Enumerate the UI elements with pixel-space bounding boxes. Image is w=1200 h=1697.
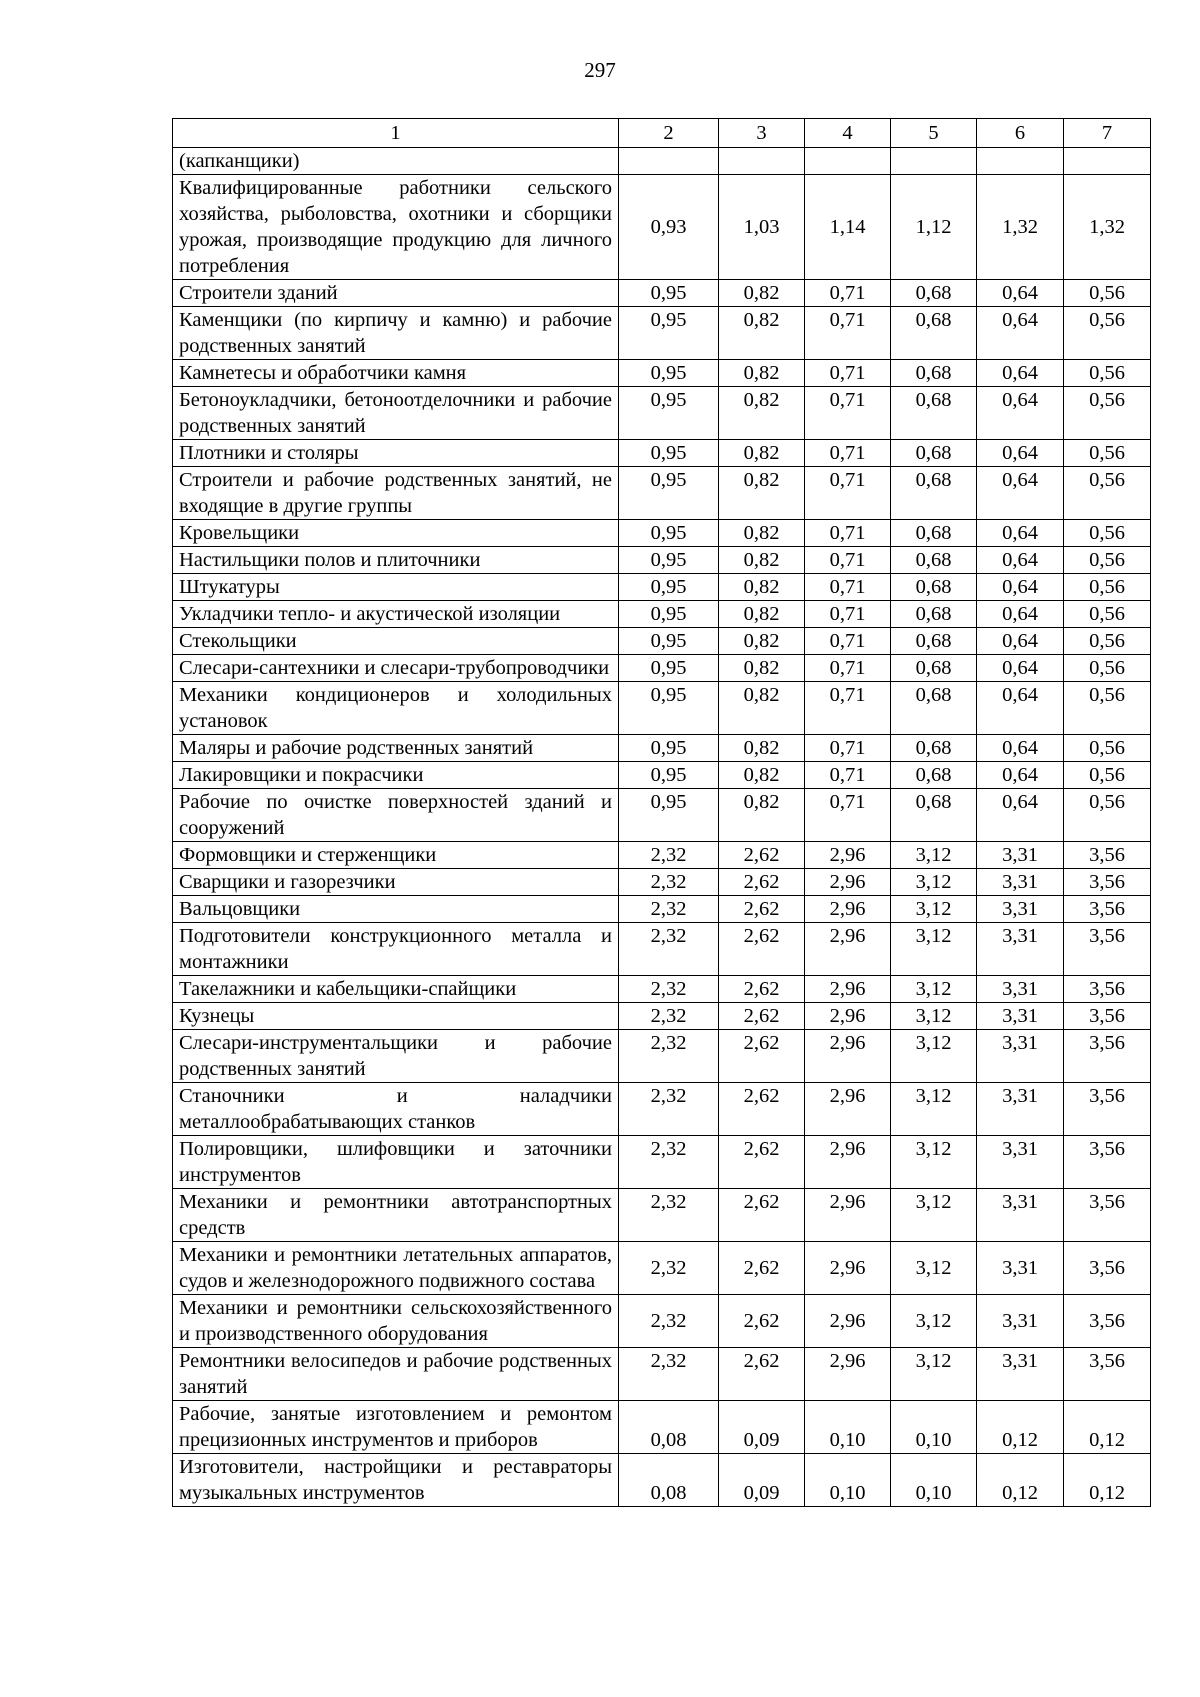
occupation-name-cell: Плотники и столяры xyxy=(173,440,619,467)
value-cell-col-5: 3,12 xyxy=(891,896,977,923)
value-cell-col-5: 0,10 xyxy=(891,1454,977,1507)
table-row xyxy=(173,789,1151,842)
table-row xyxy=(173,682,1151,735)
table-row xyxy=(173,869,1151,896)
value-cell-col-7 xyxy=(1064,148,1151,175)
value-cell-col-2: 0,95 xyxy=(619,655,719,682)
value-cell-col-7: 3,56 xyxy=(1064,976,1151,1003)
occupation-name-cell: Изготовители, настройщики и реставраторы музыкальных инструментов xyxy=(173,1454,619,1507)
value-cell-col-4: 0,71 xyxy=(805,360,891,387)
value-cell-col-5: 3,12 xyxy=(891,1003,977,1030)
value-cell-col-4: 0,71 xyxy=(805,467,891,520)
value-cell-col-4: 2,96 xyxy=(805,1136,891,1189)
occupation-name-cell: Бетоноукладчики, бетоноотделочники и рабочие родственных занятий xyxy=(173,387,619,440)
value-cell-col-3: 0,82 xyxy=(719,789,805,842)
value-cell-col-5: 3,12 xyxy=(891,842,977,869)
value-cell-col-5: 1,12 xyxy=(891,175,977,280)
value-cell-col-7: 3,56 xyxy=(1064,1030,1151,1083)
value-cell-col-2: 2,32 xyxy=(619,869,719,896)
occupation-name-cell: Каменщики (по кирпичу и камню) и рабочие родственных занятий xyxy=(173,307,619,360)
value-cell-col-2: 2,32 xyxy=(619,1295,719,1348)
value-cell-col-6: 0,64 xyxy=(977,360,1064,387)
value-cell-col-7: 0,12 xyxy=(1064,1454,1151,1507)
occupation-name-cell: Стекольщики xyxy=(173,628,619,655)
occupation-name-cell: Рабочие, занятые изготовлением и ремонтом прецизионных инструментов и приборов xyxy=(173,1401,619,1454)
value-cell-col-4: 0,71 xyxy=(805,682,891,735)
value-cell-col-4: 0,71 xyxy=(805,789,891,842)
table-row xyxy=(173,467,1151,520)
value-cell-col-6: 3,31 xyxy=(977,842,1064,869)
value-cell-col-6: 3,31 xyxy=(977,1189,1064,1242)
value-cell-col-3: 0,82 xyxy=(719,467,805,520)
value-cell-col-4: 2,96 xyxy=(805,869,891,896)
value-cell-col-7: 0,56 xyxy=(1064,601,1151,628)
table-row xyxy=(173,1295,1151,1348)
value-cell-col-6: 0,64 xyxy=(977,280,1064,307)
occupation-name-cell: Подготовители конструкционного металла и монтажники xyxy=(173,923,619,976)
value-cell-col-3: 0,82 xyxy=(719,387,805,440)
value-cell-col-6: 0,64 xyxy=(977,655,1064,682)
value-cell-col-5: 0,68 xyxy=(891,467,977,520)
value-cell-col-2: 2,32 xyxy=(619,842,719,869)
table-row xyxy=(173,440,1151,467)
header-row xyxy=(173,119,1151,148)
table-row xyxy=(173,1242,1151,1295)
value-cell-col-5: 0,68 xyxy=(891,307,977,360)
value-cell-col-7: 3,56 xyxy=(1064,1242,1151,1295)
value-cell-col-2: 0,95 xyxy=(619,574,719,601)
value-cell-col-4: 0,10 xyxy=(805,1454,891,1507)
value-cell-col-6: 3,31 xyxy=(977,1348,1064,1401)
table-row xyxy=(173,307,1151,360)
value-cell-col-3: 0,09 xyxy=(719,1401,805,1454)
value-cell-col-4: 2,96 xyxy=(805,976,891,1003)
value-cell-col-6: 3,31 xyxy=(977,1083,1064,1136)
value-cell-col-4: 0,71 xyxy=(805,520,891,547)
occupation-name-cell: Маляры и рабочие родственных занятий xyxy=(173,735,619,762)
value-cell-col-5: 0,68 xyxy=(891,682,977,735)
occupation-name-cell: Камнетесы и обработчики камня xyxy=(173,360,619,387)
value-cell-col-6: 3,31 xyxy=(977,1295,1064,1348)
value-cell-col-4: 2,96 xyxy=(805,1295,891,1348)
value-cell-col-2: 2,32 xyxy=(619,896,719,923)
value-cell-col-6: 3,31 xyxy=(977,1003,1064,1030)
table-row xyxy=(173,1030,1151,1083)
value-cell-col-3 xyxy=(719,148,805,175)
value-cell-col-3: 2,62 xyxy=(719,1295,805,1348)
table-row xyxy=(173,762,1151,789)
value-cell-col-2: 0,95 xyxy=(619,360,719,387)
value-cell-col-2: 0,95 xyxy=(619,520,719,547)
value-cell-col-6: 3,31 xyxy=(977,976,1064,1003)
value-cell-col-7: 3,56 xyxy=(1064,1189,1151,1242)
value-cell-col-4: 2,96 xyxy=(805,923,891,976)
value-cell-col-5: 3,12 xyxy=(891,976,977,1003)
value-cell-col-6: 0,64 xyxy=(977,387,1064,440)
value-cell-col-4: 2,96 xyxy=(805,842,891,869)
value-cell-col-5: 3,12 xyxy=(891,869,977,896)
value-cell-col-2: 2,32 xyxy=(619,1083,719,1136)
occupation-name-cell: Механики и ремонтники автотранспортных средств xyxy=(173,1189,619,1242)
value-cell-col-7: 0,56 xyxy=(1064,307,1151,360)
value-cell-col-7: 3,56 xyxy=(1064,923,1151,976)
value-cell-col-5: 0,68 xyxy=(891,520,977,547)
table-row xyxy=(173,923,1151,976)
value-cell-col-6: 0,64 xyxy=(977,307,1064,360)
value-cell-col-3: 1,03 xyxy=(719,175,805,280)
value-cell-col-5 xyxy=(891,148,977,175)
value-cell-col-7: 0,56 xyxy=(1064,547,1151,574)
value-cell-col-3: 0,82 xyxy=(719,574,805,601)
value-cell-col-4: 0,71 xyxy=(805,735,891,762)
value-cell-col-5: 0,68 xyxy=(891,360,977,387)
value-cell-col-3: 2,62 xyxy=(719,1083,805,1136)
value-cell-col-2: 0,95 xyxy=(619,735,719,762)
value-cell-col-5: 3,12 xyxy=(891,1348,977,1401)
value-cell-col-7: 3,56 xyxy=(1064,1136,1151,1189)
value-cell-col-3: 0,82 xyxy=(719,682,805,735)
occupation-name-cell: Станочники и наладчики металлообрабатывающих станков xyxy=(173,1083,619,1136)
value-cell-col-2 xyxy=(619,148,719,175)
value-cell-col-5: 0,68 xyxy=(891,762,977,789)
occupation-name-cell: Слесари-сантехники и слесари-трубопроводчики xyxy=(173,655,619,682)
occupation-name-cell: Слесари-инструментальщики и рабочие родственных занятий xyxy=(173,1030,619,1083)
value-cell-col-3: 2,62 xyxy=(719,1030,805,1083)
occupation-name-cell: Ремонтники велосипедов и рабочие родственных занятий xyxy=(173,1348,619,1401)
value-cell-col-4: 0,71 xyxy=(805,387,891,440)
value-cell-col-5: 0,68 xyxy=(891,655,977,682)
table-row xyxy=(173,1136,1151,1189)
value-cell-col-2: 0,95 xyxy=(619,387,719,440)
value-cell-col-3: 0,82 xyxy=(719,280,805,307)
value-cell-col-5: 3,12 xyxy=(891,1189,977,1242)
column-header: 1 xyxy=(173,119,619,148)
value-cell-col-7: 0,56 xyxy=(1064,387,1151,440)
occupation-name-cell: (капканщики) xyxy=(173,148,619,175)
table-row xyxy=(173,1348,1151,1401)
page-number: 297 xyxy=(584,58,616,82)
value-cell-col-3: 0,82 xyxy=(719,547,805,574)
value-cell-col-2: 0,95 xyxy=(619,547,719,574)
value-cell-col-7: 3,56 xyxy=(1064,1295,1151,1348)
value-cell-col-3: 0,82 xyxy=(719,735,805,762)
table-row xyxy=(173,842,1151,869)
value-cell-col-5: 3,12 xyxy=(891,1136,977,1189)
occupation-name-cell: Кровельщики xyxy=(173,520,619,547)
value-cell-col-4: 0,71 xyxy=(805,762,891,789)
value-cell-col-4: 0,71 xyxy=(805,280,891,307)
table-row xyxy=(173,574,1151,601)
value-cell-col-3: 2,62 xyxy=(719,869,805,896)
value-cell-col-2: 0,95 xyxy=(619,762,719,789)
occupation-name-cell: Сварщики и газорезчики xyxy=(173,869,619,896)
value-cell-col-4: 1,14 xyxy=(805,175,891,280)
value-cell-col-7: 3,56 xyxy=(1064,1348,1151,1401)
occupation-name-cell: Механики и ремонтники сельскохозяйственного и производственного оборудования xyxy=(173,1295,619,1348)
value-cell-col-5: 0,10 xyxy=(891,1401,977,1454)
value-cell-col-3: 0,09 xyxy=(719,1454,805,1507)
value-cell-col-7: 3,56 xyxy=(1064,842,1151,869)
value-cell-col-4: 0,71 xyxy=(805,601,891,628)
occupation-name-cell: Квалифицированные работники сельского хозяйства, рыболовства, охотники и сборщики урожая, производящие продукцию для личного потребления xyxy=(173,175,619,280)
value-cell-col-3: 0,82 xyxy=(719,307,805,360)
value-cell-col-2: 2,32 xyxy=(619,923,719,976)
value-cell-col-4: 2,96 xyxy=(805,896,891,923)
value-cell-col-4: 2,96 xyxy=(805,1189,891,1242)
value-cell-col-5: 0,68 xyxy=(891,547,977,574)
occupation-name-cell: Полировщики, шлифовщики и заточники инструментов xyxy=(173,1136,619,1189)
value-cell-col-7: 0,12 xyxy=(1064,1401,1151,1454)
value-cell-col-6: 0,64 xyxy=(977,467,1064,520)
value-cell-col-2: 0,95 xyxy=(619,601,719,628)
value-cell-col-6: 3,31 xyxy=(977,869,1064,896)
value-cell-col-6: 0,12 xyxy=(977,1401,1064,1454)
occupation-name-cell: Штукатуры xyxy=(173,574,619,601)
table-body xyxy=(173,148,1151,1507)
value-cell-col-4: 0,71 xyxy=(805,655,891,682)
value-cell-col-4: 0,71 xyxy=(805,628,891,655)
table-row xyxy=(173,1083,1151,1136)
value-cell-col-2: 2,32 xyxy=(619,976,719,1003)
value-cell-col-6: 3,31 xyxy=(977,896,1064,923)
value-cell-col-2: 2,32 xyxy=(619,1242,719,1295)
value-cell-col-4 xyxy=(805,148,891,175)
value-cell-col-7: 0,56 xyxy=(1064,682,1151,735)
value-cell-col-4: 2,96 xyxy=(805,1083,891,1136)
value-cell-col-6: 1,32 xyxy=(977,175,1064,280)
value-cell-col-6: 0,64 xyxy=(977,547,1064,574)
occupation-name-cell: Лакировщики и покрасчики xyxy=(173,762,619,789)
value-cell-col-5: 0,68 xyxy=(891,735,977,762)
column-header: 3 xyxy=(719,119,805,148)
value-cell-col-6: 0,64 xyxy=(977,682,1064,735)
value-cell-col-5: 3,12 xyxy=(891,1083,977,1136)
value-cell-col-2: 2,32 xyxy=(619,1348,719,1401)
value-cell-col-5: 3,12 xyxy=(891,923,977,976)
value-cell-col-7: 0,56 xyxy=(1064,628,1151,655)
value-cell-col-4: 0,10 xyxy=(805,1401,891,1454)
value-cell-col-4: 2,96 xyxy=(805,1003,891,1030)
value-cell-col-5: 0,68 xyxy=(891,789,977,842)
column-header: 4 xyxy=(805,119,891,148)
value-cell-col-2: 0,95 xyxy=(619,467,719,520)
value-cell-col-6: 0,64 xyxy=(977,735,1064,762)
occupation-name-cell: Механики кондиционеров и холодильных установок xyxy=(173,682,619,735)
value-cell-col-6: 0,64 xyxy=(977,520,1064,547)
value-cell-col-2: 2,32 xyxy=(619,1189,719,1242)
value-cell-col-2: 0,95 xyxy=(619,440,719,467)
table-row xyxy=(173,628,1151,655)
table-row xyxy=(173,601,1151,628)
occupation-name-cell: Механики и ремонтники летательных аппаратов, судов и железнодорожного подвижного состава xyxy=(173,1242,619,1295)
data-table xyxy=(172,118,1151,1507)
value-cell-col-4: 0,71 xyxy=(805,307,891,360)
column-header: 5 xyxy=(891,119,977,148)
value-cell-col-4: 2,96 xyxy=(805,1242,891,1295)
occupation-name-cell: Кузнецы xyxy=(173,1003,619,1030)
table-row xyxy=(173,1454,1151,1507)
value-cell-col-7: 0,56 xyxy=(1064,280,1151,307)
value-cell-col-3: 2,62 xyxy=(719,976,805,1003)
value-cell-col-4: 2,96 xyxy=(805,1348,891,1401)
value-cell-col-5: 0,68 xyxy=(891,387,977,440)
value-cell-col-5: 0,68 xyxy=(891,280,977,307)
value-cell-col-7: 0,56 xyxy=(1064,574,1151,601)
value-cell-col-5: 0,68 xyxy=(891,574,977,601)
column-header: 7 xyxy=(1064,119,1151,148)
table-row xyxy=(173,1003,1151,1030)
value-cell-col-6: 3,31 xyxy=(977,923,1064,976)
value-cell-col-2: 0,93 xyxy=(619,175,719,280)
value-cell-col-2: 0,95 xyxy=(619,789,719,842)
value-cell-col-4: 0,71 xyxy=(805,440,891,467)
value-cell-col-2: 0,95 xyxy=(619,682,719,735)
value-cell-col-7: 0,56 xyxy=(1064,467,1151,520)
value-cell-col-3: 0,82 xyxy=(719,360,805,387)
value-cell-col-2: 2,32 xyxy=(619,1136,719,1189)
value-cell-col-5: 0,68 xyxy=(891,628,977,655)
value-cell-col-5: 0,68 xyxy=(891,601,977,628)
table-row xyxy=(173,976,1151,1003)
table-row xyxy=(173,547,1151,574)
table-row xyxy=(173,387,1151,440)
occupation-name-cell: Укладчики тепло- и акустической изоляции xyxy=(173,601,619,628)
value-cell-col-7: 0,56 xyxy=(1064,762,1151,789)
value-cell-col-3: 2,62 xyxy=(719,923,805,976)
value-cell-col-6: 0,64 xyxy=(977,574,1064,601)
value-cell-col-6: 0,64 xyxy=(977,628,1064,655)
value-cell-col-7: 1,32 xyxy=(1064,175,1151,280)
value-cell-col-5: 3,12 xyxy=(891,1030,977,1083)
value-cell-col-6: 3,31 xyxy=(977,1030,1064,1083)
value-cell-col-3: 0,82 xyxy=(719,628,805,655)
value-cell-col-7: 0,56 xyxy=(1064,360,1151,387)
value-cell-col-6: 0,64 xyxy=(977,789,1064,842)
value-cell-col-7: 0,56 xyxy=(1064,735,1151,762)
value-cell-col-3: 2,62 xyxy=(719,1242,805,1295)
table-row xyxy=(173,280,1151,307)
value-cell-col-2: 0,95 xyxy=(619,628,719,655)
value-cell-col-6 xyxy=(977,148,1064,175)
value-cell-col-7: 0,56 xyxy=(1064,789,1151,842)
value-cell-col-3: 2,62 xyxy=(719,1189,805,1242)
value-cell-col-2: 2,32 xyxy=(619,1003,719,1030)
value-cell-col-3: 2,62 xyxy=(719,1136,805,1189)
table-row xyxy=(173,520,1151,547)
table-row xyxy=(173,655,1151,682)
value-cell-col-3: 0,82 xyxy=(719,440,805,467)
occupation-name-cell: Рабочие по очистке поверхностей зданий и сооружений xyxy=(173,789,619,842)
value-cell-col-2: 0,08 xyxy=(619,1401,719,1454)
table-row xyxy=(173,735,1151,762)
value-cell-col-6: 3,31 xyxy=(977,1136,1064,1189)
value-cell-col-4: 0,71 xyxy=(805,547,891,574)
occupation-name-cell: Строители зданий xyxy=(173,280,619,307)
occupation-name-cell: Вальцовщики xyxy=(173,896,619,923)
table-row xyxy=(173,175,1151,280)
value-cell-col-6: 0,64 xyxy=(977,601,1064,628)
value-cell-col-3: 0,82 xyxy=(719,762,805,789)
occupation-name-cell: Настильщики полов и плиточники xyxy=(173,547,619,574)
value-cell-col-7: 3,56 xyxy=(1064,1003,1151,1030)
value-cell-col-5: 0,68 xyxy=(891,440,977,467)
value-cell-col-7: 3,56 xyxy=(1064,1083,1151,1136)
column-header: 6 xyxy=(977,119,1064,148)
table-row xyxy=(173,896,1151,923)
value-cell-col-2: 0,95 xyxy=(619,307,719,360)
table-row xyxy=(173,1189,1151,1242)
column-header: 2 xyxy=(619,119,719,148)
value-cell-col-2: 0,08 xyxy=(619,1454,719,1507)
value-cell-col-3: 2,62 xyxy=(719,1348,805,1401)
value-cell-col-3: 0,82 xyxy=(719,520,805,547)
occupation-name-cell: Формовщики и стерженщики xyxy=(173,842,619,869)
value-cell-col-3: 0,82 xyxy=(719,601,805,628)
value-cell-col-5: 3,12 xyxy=(891,1242,977,1295)
table-row xyxy=(173,1401,1151,1454)
table-row xyxy=(173,148,1151,175)
value-cell-col-7: 0,56 xyxy=(1064,440,1151,467)
value-cell-col-3: 2,62 xyxy=(719,1003,805,1030)
occupation-name-cell: Строители и рабочие родственных занятий, не входящие в другие группы xyxy=(173,467,619,520)
value-cell-col-3: 2,62 xyxy=(719,842,805,869)
value-cell-col-4: 0,71 xyxy=(805,574,891,601)
value-cell-col-6: 3,31 xyxy=(977,1242,1064,1295)
value-cell-col-6: 0,64 xyxy=(977,440,1064,467)
value-cell-col-7: 0,56 xyxy=(1064,520,1151,547)
value-cell-col-3: 0,82 xyxy=(719,655,805,682)
table-row xyxy=(173,360,1151,387)
value-cell-col-7: 0,56 xyxy=(1064,655,1151,682)
value-cell-col-3: 2,62 xyxy=(719,896,805,923)
value-cell-col-7: 3,56 xyxy=(1064,896,1151,923)
value-cell-col-6: 0,12 xyxy=(977,1454,1064,1507)
value-cell-col-7: 3,56 xyxy=(1064,869,1151,896)
occupation-name-cell: Такелажники и кабельщики-спайщики xyxy=(173,976,619,1003)
value-cell-col-4: 2,96 xyxy=(805,1030,891,1083)
value-cell-col-2: 0,95 xyxy=(619,280,719,307)
value-cell-col-6: 0,64 xyxy=(977,762,1064,789)
value-cell-col-2: 2,32 xyxy=(619,1030,719,1083)
value-cell-col-5: 3,12 xyxy=(891,1295,977,1348)
